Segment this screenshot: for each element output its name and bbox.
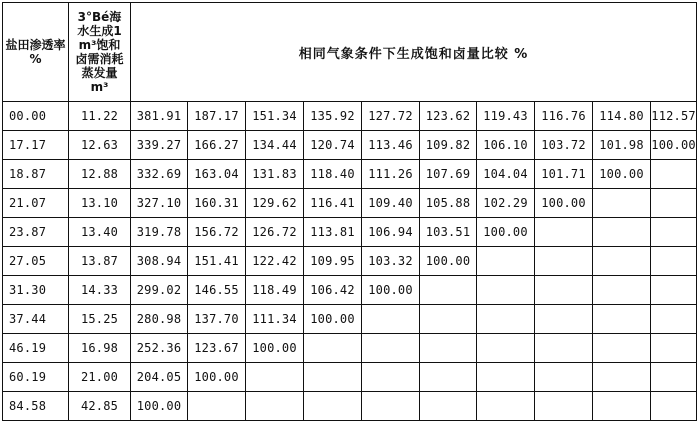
row-evaporation-cell: 12.63 <box>69 131 131 160</box>
row-ratio-cell: 118.40 <box>304 160 362 189</box>
row-ratio-cell: 327.10 <box>131 189 188 218</box>
row-evaporation-cell: 42.85 <box>69 392 131 421</box>
row-ratio-cell: 381.91 <box>131 102 188 131</box>
row-ratio-cell <box>420 305 477 334</box>
row-ratio-cell <box>593 363 651 392</box>
row-ratio-cell: 119.43 <box>477 102 535 131</box>
row-ratio-cell: 100.00 <box>188 363 246 392</box>
row-ratio-cell <box>420 363 477 392</box>
row-ratio-cell: 100.00 <box>651 131 697 160</box>
row-ratio-cell <box>593 189 651 218</box>
row-ratio-cell: 204.05 <box>131 363 188 392</box>
row-ratio-cell <box>535 218 593 247</box>
row-ratio-cell <box>593 392 651 421</box>
row-ratio-cell: 107.69 <box>420 160 477 189</box>
table-row <box>3 247 697 276</box>
header-evaporation-line: 3°Bé海 <box>77 10 122 24</box>
row-permeability-cell: 27.05 <box>3 247 69 276</box>
row-ratio-cell <box>420 334 477 363</box>
row-ratio-cell: 113.46 <box>362 131 420 160</box>
row-ratio-cell: 131.83 <box>246 160 304 189</box>
row-ratio-cell <box>362 392 420 421</box>
row-ratio-cell: 109.95 <box>304 247 362 276</box>
row-ratio-cell <box>420 392 477 421</box>
row-ratio-cell: 127.72 <box>362 102 420 131</box>
row-ratio-cell: 116.41 <box>304 189 362 218</box>
row-ratio-cell <box>651 247 697 276</box>
row-ratio-cell: 137.70 <box>188 305 246 334</box>
table-body <box>3 102 697 421</box>
row-ratio-cell <box>246 363 304 392</box>
row-ratio-cell <box>535 334 593 363</box>
row-evaporation-cell: 21.00 <box>69 363 131 392</box>
row-ratio-cell: 114.80 <box>593 102 651 131</box>
table-row <box>3 102 697 131</box>
table-row <box>3 334 697 363</box>
row-evaporation-cell: 12.88 <box>69 160 131 189</box>
row-evaporation-cell: 11.22 <box>69 102 131 131</box>
row-ratio-cell <box>477 305 535 334</box>
row-ratio-cell: 100.00 <box>131 392 188 421</box>
table-row <box>3 218 697 247</box>
row-ratio-cell: 104.04 <box>477 160 535 189</box>
row-ratio-cell: 122.42 <box>246 247 304 276</box>
row-ratio-cell: 100.00 <box>593 160 651 189</box>
row-permeability-cell: 18.87 <box>3 160 69 189</box>
row-ratio-cell <box>535 247 593 276</box>
row-ratio-cell: 105.88 <box>420 189 477 218</box>
row-evaporation-cell: 14.33 <box>69 276 131 305</box>
row-ratio-cell: 112.57 <box>651 102 697 131</box>
table-row <box>3 305 697 334</box>
table-row <box>3 392 697 421</box>
header-evaporation-line: 水生成1 <box>77 24 122 38</box>
row-ratio-cell: 106.10 <box>477 131 535 160</box>
row-ratio-cell: 120.74 <box>304 131 362 160</box>
row-ratio-cell: 116.76 <box>535 102 593 131</box>
row-ratio-cell <box>593 276 651 305</box>
row-ratio-cell: 101.71 <box>535 160 593 189</box>
row-ratio-cell <box>593 218 651 247</box>
row-ratio-cell <box>362 334 420 363</box>
row-ratio-cell <box>593 334 651 363</box>
row-permeability-cell: 37.44 <box>3 305 69 334</box>
table-row <box>3 189 697 218</box>
row-ratio-cell: 100.00 <box>420 247 477 276</box>
header-evaporation-line: 蒸发量 <box>81 66 118 80</box>
row-ratio-cell: 135.92 <box>304 102 362 131</box>
row-evaporation-cell: 13.87 <box>69 247 131 276</box>
row-ratio-cell <box>304 334 362 363</box>
document-scan <box>2 2 696 429</box>
row-ratio-cell: 103.32 <box>362 247 420 276</box>
row-ratio-cell: 100.00 <box>477 218 535 247</box>
header-evaporation-line: 卤需消耗 <box>75 52 124 66</box>
row-ratio-cell <box>651 218 697 247</box>
row-ratio-cell <box>651 189 697 218</box>
row-permeability-cell: 21.07 <box>3 189 69 218</box>
row-permeability-cell: 31.30 <box>3 276 69 305</box>
row-ratio-cell: 109.82 <box>420 131 477 160</box>
row-ratio-cell <box>362 363 420 392</box>
row-ratio-cell: 102.29 <box>477 189 535 218</box>
row-permeability-cell: 23.87 <box>3 218 69 247</box>
row-ratio-cell <box>477 392 535 421</box>
row-ratio-cell: 103.51 <box>420 218 477 247</box>
row-ratio-cell <box>535 276 593 305</box>
row-permeability-cell: 46.19 <box>3 334 69 363</box>
header-permeability-rate: 盐田渗透率 % <box>3 3 69 102</box>
saturated-brine-comparison-table <box>2 2 697 421</box>
row-ratio-cell: 123.62 <box>420 102 477 131</box>
row-ratio-cell <box>477 247 535 276</box>
header-row <box>3 3 697 102</box>
row-ratio-cell: 151.41 <box>188 247 246 276</box>
row-ratio-cell: 146.55 <box>188 276 246 305</box>
row-ratio-cell: 126.72 <box>246 218 304 247</box>
row-ratio-cell <box>535 392 593 421</box>
row-ratio-cell: 156.72 <box>188 218 246 247</box>
row-ratio-cell <box>246 392 304 421</box>
row-ratio-cell: 280.98 <box>131 305 188 334</box>
header-comparison-group: 相同气象条件下生成饱和卤量比较 % <box>131 3 697 102</box>
row-ratio-cell <box>362 305 420 334</box>
row-ratio-cell: 166.27 <box>188 131 246 160</box>
row-evaporation-cell: 13.10 <box>69 189 131 218</box>
row-ratio-cell <box>651 305 697 334</box>
row-ratio-cell <box>651 160 697 189</box>
header-evaporation-line: m³饱和 <box>78 38 121 52</box>
table-row <box>3 276 697 305</box>
row-ratio-cell: 332.69 <box>131 160 188 189</box>
row-evaporation-cell: 13.40 <box>69 218 131 247</box>
row-ratio-cell <box>420 276 477 305</box>
row-ratio-cell: 101.98 <box>593 131 651 160</box>
row-ratio-cell: 100.00 <box>362 276 420 305</box>
row-ratio-cell: 100.00 <box>246 334 304 363</box>
row-ratio-cell: 252.36 <box>131 334 188 363</box>
row-ratio-cell: 109.40 <box>362 189 420 218</box>
row-ratio-cell: 103.72 <box>535 131 593 160</box>
row-ratio-cell: 123.67 <box>188 334 246 363</box>
row-ratio-cell: 113.81 <box>304 218 362 247</box>
row-ratio-cell: 299.02 <box>131 276 188 305</box>
row-permeability-cell: 00.00 <box>3 102 69 131</box>
row-ratio-cell: 118.49 <box>246 276 304 305</box>
row-evaporation-cell: 16.98 <box>69 334 131 363</box>
row-ratio-cell <box>477 334 535 363</box>
row-ratio-cell: 100.00 <box>535 189 593 218</box>
row-ratio-cell <box>477 363 535 392</box>
row-ratio-cell <box>593 305 651 334</box>
row-ratio-cell: 106.94 <box>362 218 420 247</box>
table-row <box>3 363 697 392</box>
row-ratio-cell: 111.26 <box>362 160 420 189</box>
row-ratio-cell <box>304 392 362 421</box>
row-ratio-cell: 151.34 <box>246 102 304 131</box>
table-row <box>3 160 697 189</box>
row-ratio-cell <box>304 363 362 392</box>
row-ratio-cell: 134.44 <box>246 131 304 160</box>
header-evaporation-line: m³ <box>90 80 109 94</box>
row-ratio-cell: 187.17 <box>188 102 246 131</box>
row-ratio-cell: 308.94 <box>131 247 188 276</box>
row-permeability-cell: 84.58 <box>3 392 69 421</box>
row-permeability-cell: 17.17 <box>3 131 69 160</box>
table-row <box>3 131 697 160</box>
row-ratio-cell: 319.78 <box>131 218 188 247</box>
row-ratio-cell: 129.62 <box>246 189 304 218</box>
row-ratio-cell: 339.27 <box>131 131 188 160</box>
row-ratio-cell: 106.42 <box>304 276 362 305</box>
header-evaporation-required <box>69 3 131 102</box>
row-ratio-cell <box>651 334 697 363</box>
row-ratio-cell <box>593 247 651 276</box>
row-ratio-cell: 100.00 <box>304 305 362 334</box>
row-ratio-cell <box>651 363 697 392</box>
row-ratio-cell: 160.31 <box>188 189 246 218</box>
row-ratio-cell <box>188 392 246 421</box>
row-ratio-cell <box>535 305 593 334</box>
row-ratio-cell: 111.34 <box>246 305 304 334</box>
row-ratio-cell <box>477 276 535 305</box>
row-ratio-cell <box>651 392 697 421</box>
row-ratio-cell: 163.04 <box>188 160 246 189</box>
row-evaporation-cell: 15.25 <box>69 305 131 334</box>
row-permeability-cell: 60.19 <box>3 363 69 392</box>
row-ratio-cell <box>651 276 697 305</box>
row-ratio-cell <box>535 363 593 392</box>
